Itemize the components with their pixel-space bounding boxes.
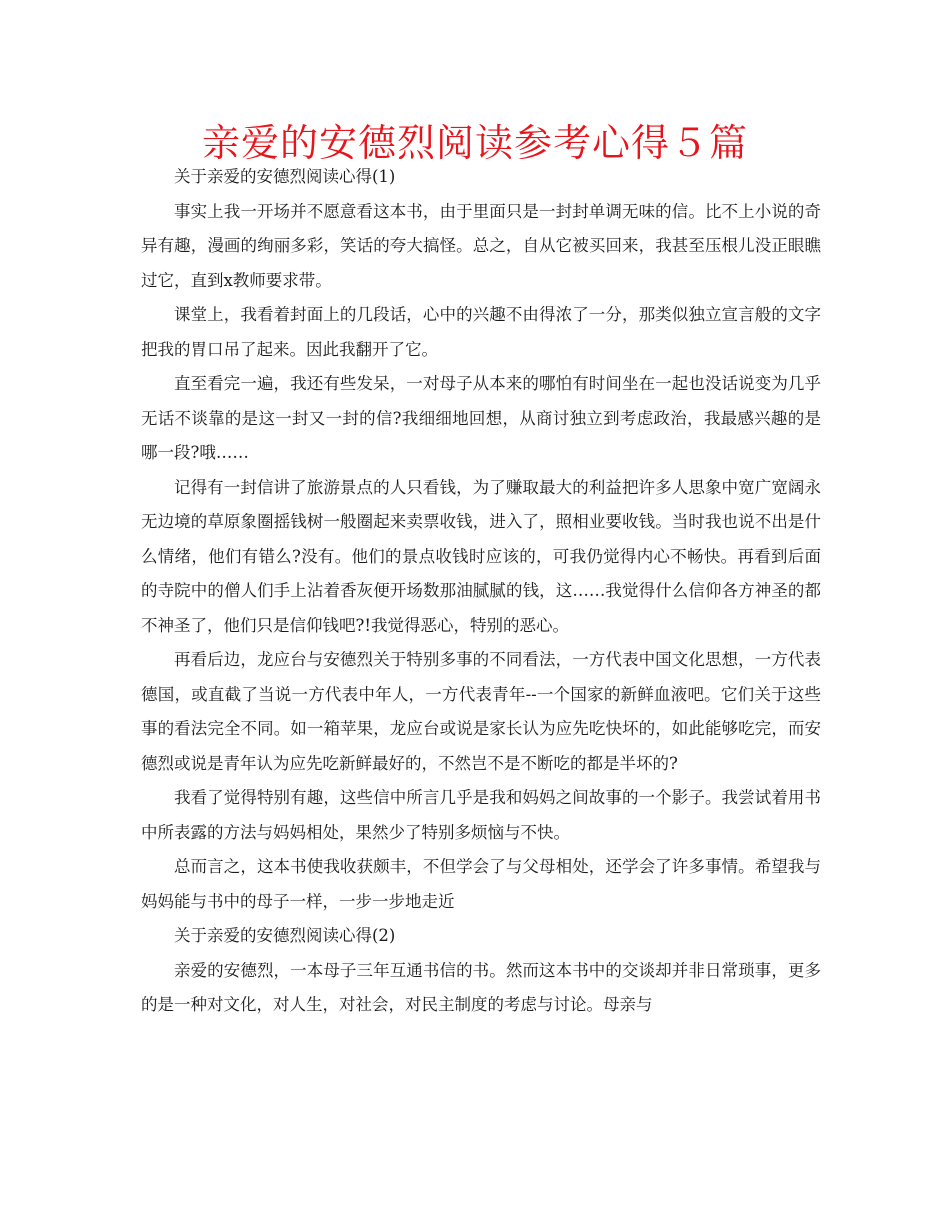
paragraph: 亲爱的安德烈，一本母子三年互通书信的书。然而这本书中的交谈却并非日常琐事，更多的是一种对文化，对人生，对社会，对民主制度的考虑与讨论。母亲与: [141, 960, 821, 1014]
paragraph: 记得有一封信讲了旅游景点的人只看钱，为了赚取最大的利益把许多人思象中宽广宽阔永无边境的草原象圈摇钱树一般圈起来卖票收钱，进入了，照相业要收钱。当时我也说不出是什么情绪，他们有错么?没有。他们的景点收钱时应该的，可我仍觉得内心不畅快。再看到后面的寺院中的僧人们手上沾着香灰便开场数那油腻腻的钱，这……我觉得什么信仰各方神圣的都不神圣了，他们只是信仰钱吧?!我觉得恶心，特别的恶心。: [141, 477, 821, 635]
paragraph: 我看了觉得特别有趣，这些信中所言几乎是我和妈妈之间故事的一个影子。我尝试着用书中所表露的方法与妈妈相处，果然少了特别多烦恼与不快。: [141, 788, 821, 842]
paragraph: 课堂上，我看着封面上的几段话，心中的兴趣不由得浓了一分，那类似独立宣言般的文字把我的胃口吊了起来。因此我翻开了它。: [141, 305, 821, 359]
paragraph: 事实上我一开场并不愿意看这本书，由于里面只是一封封单调无味的信。比不上小说的奇异有趣，漫画的绚丽多彩，笑话的夸大搞怪。总之，自从它被买回来，我甚至压根儿没正眼瞧过它，直到x教师要求带。: [141, 201, 821, 290]
document-body: [141, 160, 821, 1023]
document-title: 亲爱的安德烈阅读参考心得５篇: [201, 121, 748, 165]
paragraph: 再看后边，龙应台与安德烈关于特别多事的不同看法，一方代表中国文化思想，一方代表德国，或直截了当说一方代表中年人，一方代表青年--一个国家的新鲜血液吧。它们关于这些事的看法完全不同。如一箱苹果，龙应台或说是家长认为应先吃快坏的，如此能够吃完，而安德烈或说是青年认为应先吃新鲜最好的，不然岂不是不断吃的都是半坏的?: [141, 650, 821, 773]
paragraph: 直至看完一遍，我还有些发呆，一对母子从本来的哪怕有时间坐在一起也没话说变为几乎无话不谈靠的是这一封又一封的信?我细细地回想，从商讨独立到考虑政治，我最感兴趣的是哪一段?哦……: [141, 374, 821, 462]
section-heading: 关于亲爱的安德烈阅读心得(1): [174, 167, 396, 186]
section-heading: 关于亲爱的安德烈阅读心得(2): [174, 926, 396, 945]
paragraph: 总而言之，这本书使我收获颇丰，不但学会了与父母相处，还学会了许多事情。希望我与妈妈能与书中的母子一样，一步一步地走近: [141, 857, 821, 911]
